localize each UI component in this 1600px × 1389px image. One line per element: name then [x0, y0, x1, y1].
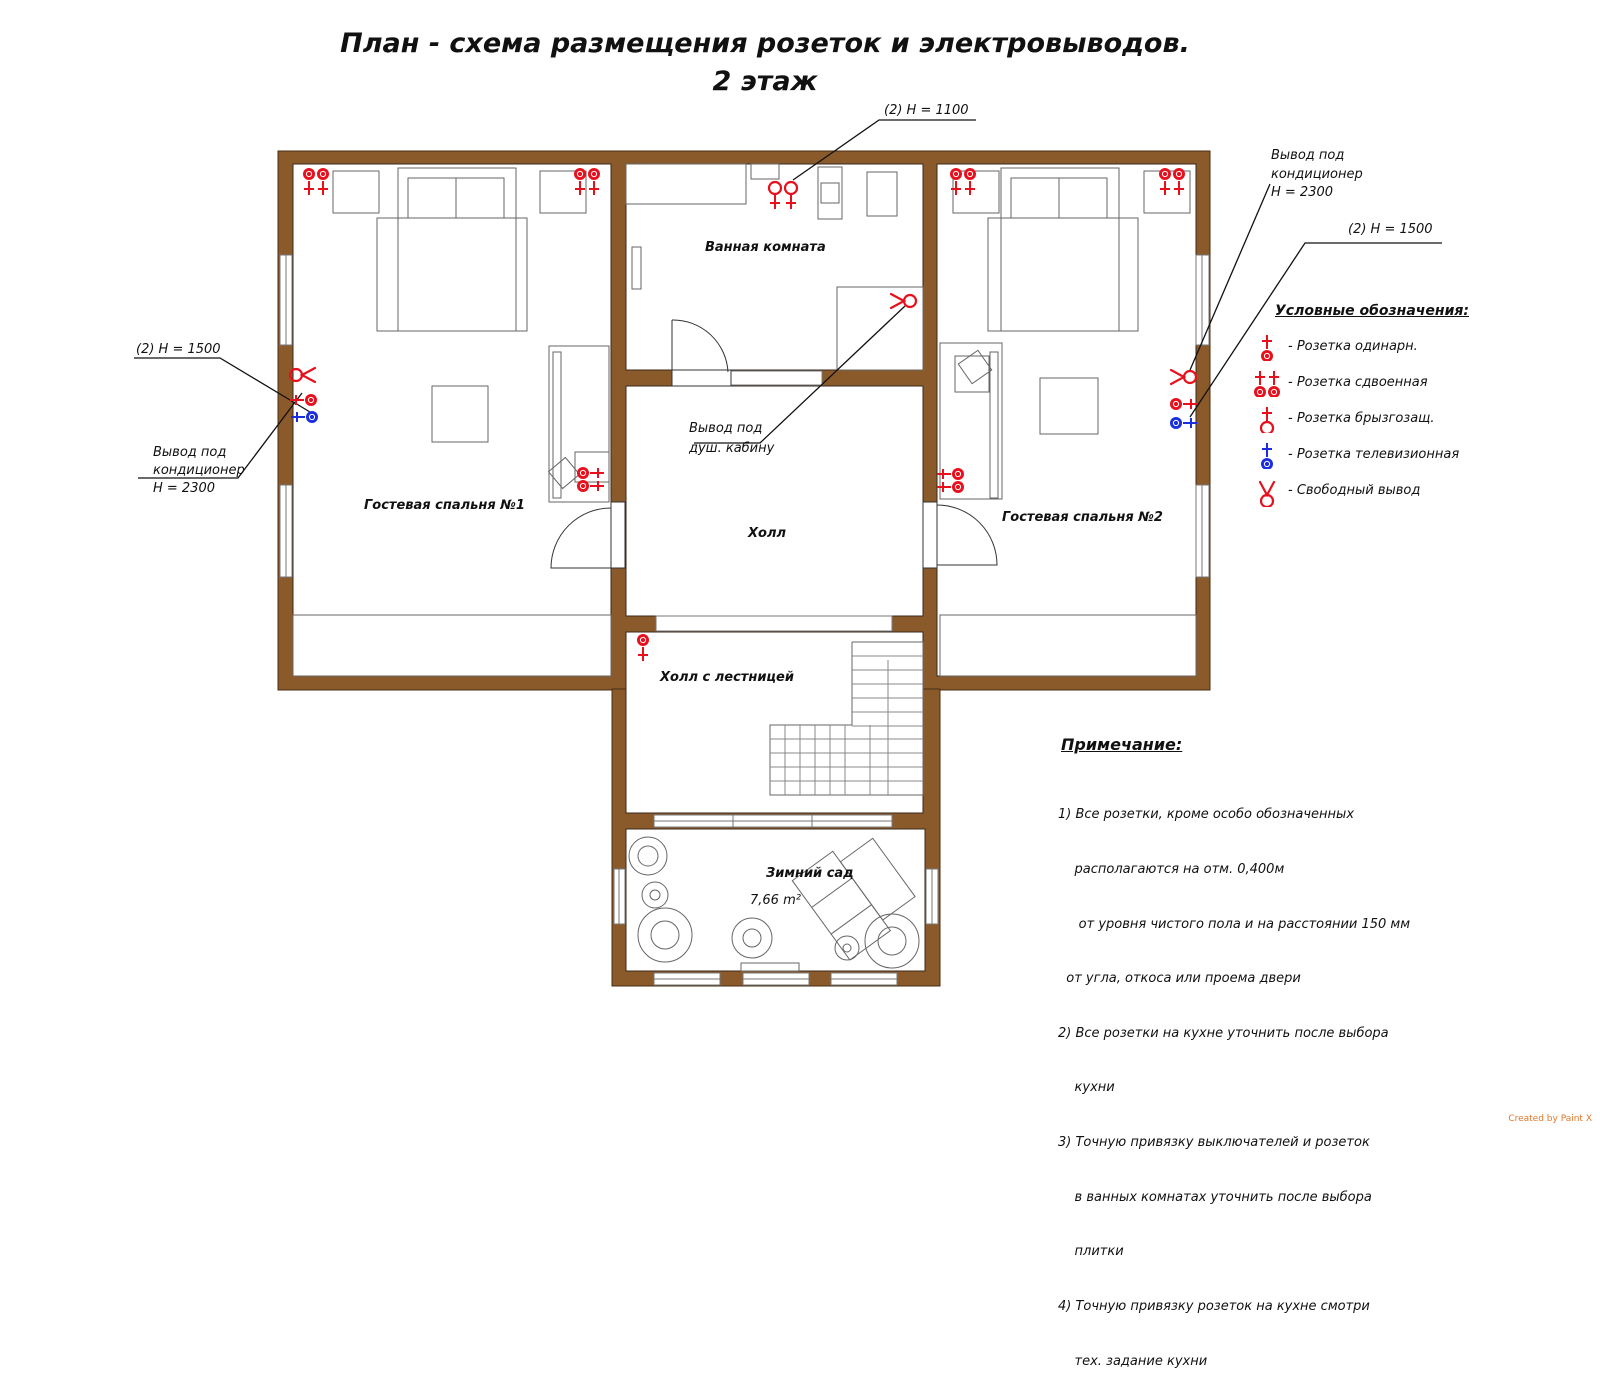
- note-line: кухни: [1058, 1080, 1115, 1096]
- room-hall: [626, 386, 923, 616]
- note-line: 4) Точную привязку розеток на кухне смотри: [1058, 1298, 1370, 1314]
- note-line: плитки: [1058, 1244, 1124, 1260]
- note-line: в ванных комнатах уточнить после выбора: [1058, 1189, 1372, 1205]
- double-socket-icon: [1252, 371, 1282, 397]
- note-line: от уровня чистого пола и на расстоянии 150 мм: [1058, 916, 1411, 932]
- callout-left-ac-line1: Вывод под: [153, 445, 227, 460]
- room-label-bedroom-1: Гостевая спальня №1: [364, 498, 525, 513]
- callout-right-ac-line3: H = 2300: [1271, 185, 1334, 200]
- room-bedroom-1: [293, 164, 611, 676]
- notes-list: [1058, 770, 1410, 1389]
- room-label-stair-hall: Холл с лестницей: [660, 670, 794, 685]
- callout-right-ac-line1: Вывод под: [1271, 148, 1345, 163]
- callout-left-ac-line3: H = 2300: [153, 481, 216, 496]
- callout-shower-line2: душ. кабину: [689, 441, 775, 456]
- legend-item-free: [1252, 479, 1512, 505]
- splashproof-socket-icon: [1252, 407, 1282, 433]
- tv-socket-icon: [1252, 443, 1282, 469]
- room-stair-hall: [626, 632, 923, 813]
- callout-shower-line1: Вывод под: [689, 421, 763, 436]
- callout-right-height: (2) H = 1500: [1348, 222, 1433, 237]
- note-line: от угла, откоса или проема двери: [1058, 971, 1301, 987]
- callout-left-ac-line2: кондиционер: [153, 463, 245, 478]
- room-label-winter-garden: Зимний сад: [766, 866, 854, 881]
- room-label-bathroom: Ванная комната: [705, 240, 826, 255]
- note-line: располагаются на отм. 0,400м: [1058, 862, 1285, 878]
- plan-subtitle: 2 этаж: [712, 66, 818, 97]
- free-outlet-icon: [1252, 479, 1282, 507]
- single-socket-icon: [1252, 335, 1282, 361]
- legend-label-single: - Розетка одинарн.: [1288, 339, 1418, 354]
- legend-item-double: [1252, 371, 1512, 397]
- callout-right-ac-line2: кондиционер: [1271, 167, 1363, 182]
- legend-item-single: [1252, 335, 1512, 361]
- callout-left-height: (2) H = 1500: [136, 342, 221, 357]
- plan-title: План - схема размещения розеток и электровыводов.: [340, 28, 1190, 59]
- legend-item-tv: [1252, 443, 1512, 469]
- legend-label-double: - Розетка сдвоенная: [1288, 375, 1428, 390]
- note-line: 3) Точную привязку выключателей и розеток: [1058, 1135, 1370, 1151]
- notes-title: Примечание:: [1061, 735, 1183, 754]
- legend-label-tv: - Розетка телевизионная: [1288, 447, 1460, 462]
- callout-bath-height: (2) H = 1100: [884, 103, 969, 118]
- note-line: 2) Все розетки на кухне уточнить после выбора: [1058, 1025, 1389, 1041]
- note-line: 1) Все розетки, кроме особо обозначенных: [1058, 807, 1355, 823]
- watermark: Created by Paint X: [1508, 1114, 1592, 1124]
- room-label-bedroom-2: Гостевая спальня №2: [1002, 510, 1163, 525]
- legend-label-splashproof: - Розетка брызгозащ.: [1288, 411, 1435, 426]
- room-area-winter-garden: 7,66 m²: [750, 893, 801, 908]
- legend-label-free: - Свободный вывод: [1288, 483, 1421, 498]
- note-line: тех. задание кухни: [1058, 1353, 1208, 1369]
- room-label-hall: Холл: [748, 526, 786, 541]
- room-bedroom-2: [937, 164, 1196, 676]
- legend-title: Условные обозначения:: [1275, 303, 1469, 319]
- legend-item-splashproof: [1252, 407, 1512, 433]
